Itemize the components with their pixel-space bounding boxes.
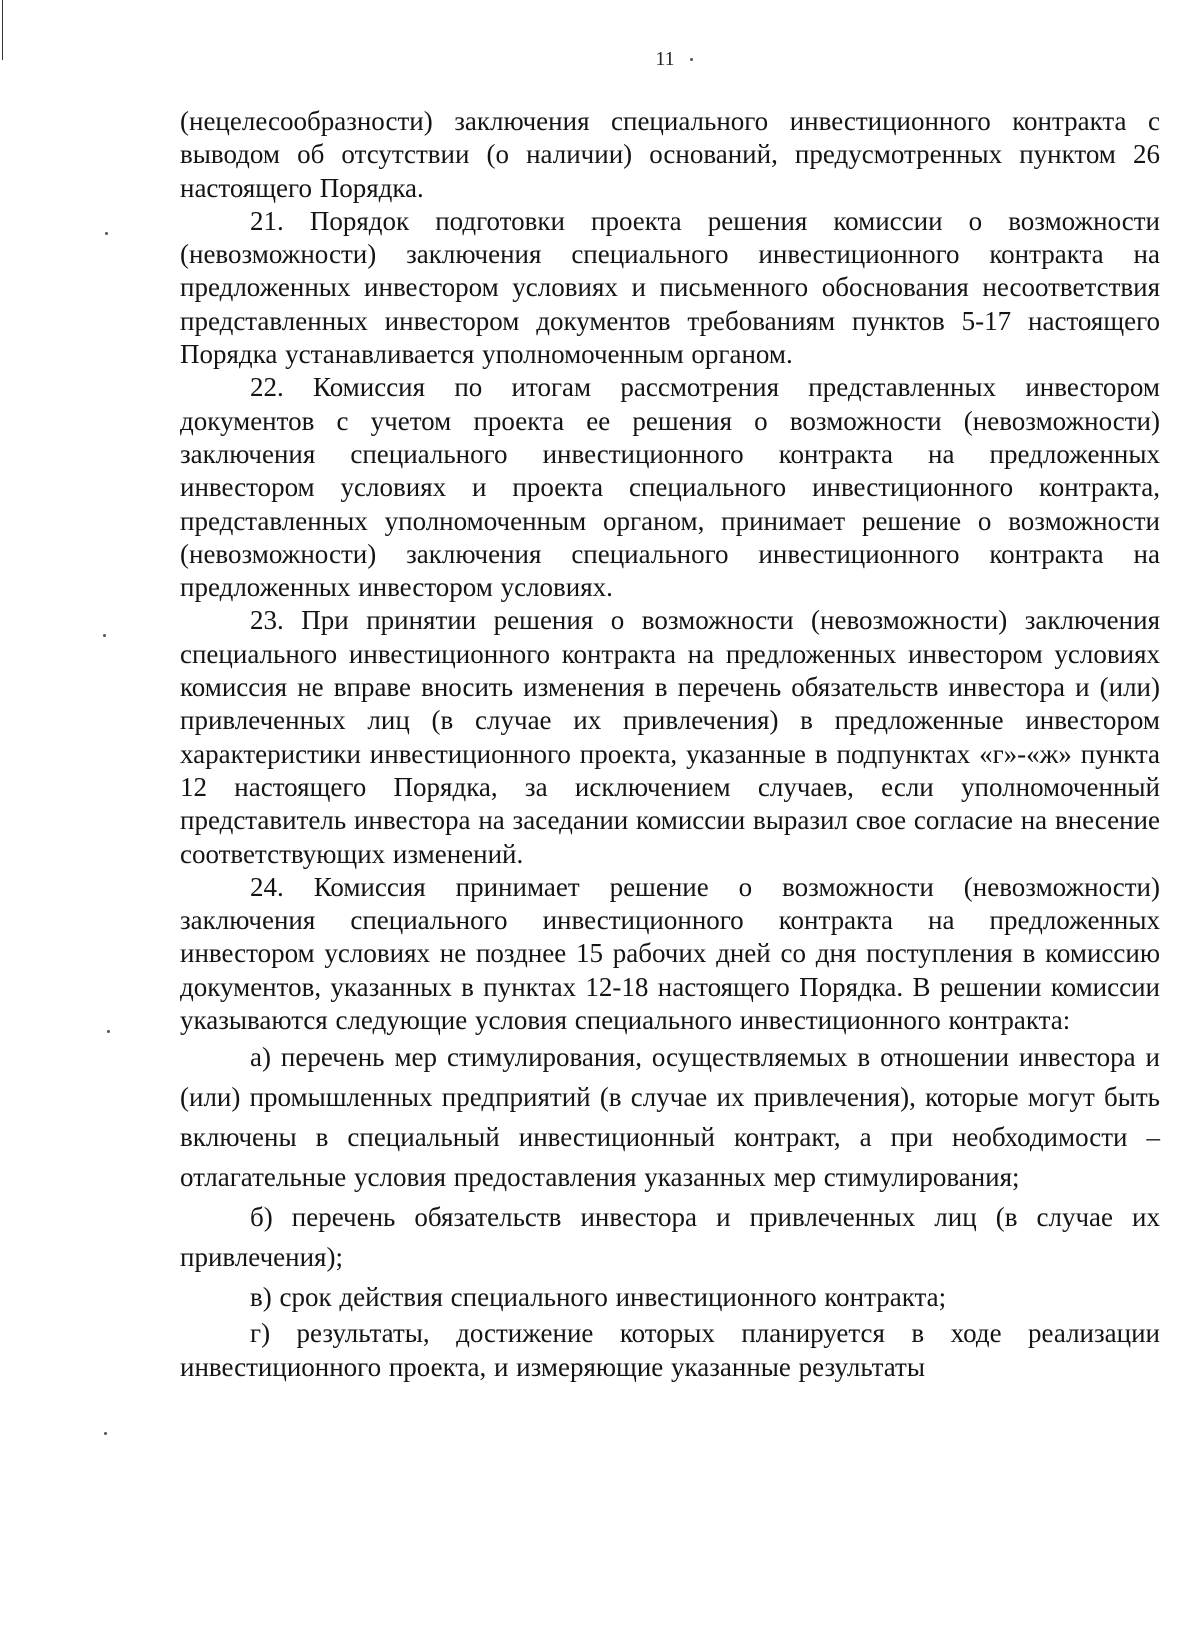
scan-speck [104, 1432, 107, 1435]
page-number: 11 [655, 48, 675, 70]
subitem-b: б) перечень обязательств инвестора и привлеченных лиц (в случае их привлечения); [180, 1202, 1160, 1273]
subitem-g: г) результаты, достижение которых планируется в ходе реализации инвестиционного проекта, и измеряющие указанные результаты [180, 1318, 1160, 1382]
subitem-a: а) перечень мер стимулирования, осуществляемых в отношении инвестора и (или) промышленных предприятий (в случае их привлечения), которые могут быть включены в специальный инвестиционный контракт, а при необходимости – отлагательные условия предоставления указанных мер стимулирования; [180, 1042, 1160, 1193]
scan-speck [690, 58, 693, 61]
paragraph-continuation: (нецелесообразности) заключения специального инвестиционного контракта с выводом об отсутствии (о наличии) оснований, предусмотренных пунктом 26 настоящего Порядка. [180, 106, 1160, 203]
paragraph-21: 21. Порядок подготовки проекта решения комиссии о возможности (невозможности) заключения специального инвестиционного контракта на предложенных инвестором условиях и письменного обоснования несоответствия представленных инвестором документов требованиям пунктов 5-17 настоящего Порядка устанавливается уполномоченным органом. [180, 205, 1160, 370]
scan-speck [103, 634, 106, 637]
subitem-v: в) срок действия специального инвестиционного контракта; [250, 1282, 947, 1313]
scan-speck [105, 232, 108, 235]
paragraph-24: 24. Комиссия принимает решение о возможности (невозможности) заключения специального инвестиционного контракта на предложенных инвестором условиях не позднее 15 рабочих дней со дня поступления в комиссию документов, указанных в пунктах 12-18 настоящего Порядка. В решении комиссии указываются следующие условия специального инвестиционного контракта: [180, 871, 1160, 1036]
scan-speck [107, 1030, 110, 1033]
document-body [180, 105, 1160, 1384]
paragraph-23: 23. При принятии решения о возможности (невозможности) заключения специального инвестиционного контракта на предложенных инвестором условиях комиссия не вправе вносить изменения в перечень обязательств инвестора и (или) привлеченных лиц (в случае их привлечения) в предложенные инвестором характеристики инвестиционного проекта, указанные в подпунктах «г»-«ж» пункта 12 настоящего Порядка, за исключением случаев, если уполномоченный представитель инвестора на заседании комиссии выразил свое согласие на внесение соответствующих изменений. [180, 605, 1160, 869]
paragraph-22: 22. Комиссия по итогам рассмотрения представленных инвестором документов с учетом проекта ее решения о возможности (невозможности) заключения специального инвестиционного контракта на предложенных инвестором условиях и проекта специального инвестиционного контракта, представленных уполномоченным органом, принимает решение о возможности (невозможности) заключения специального инвестиционного контракта на предложенных инвестором условиях. [180, 372, 1160, 603]
